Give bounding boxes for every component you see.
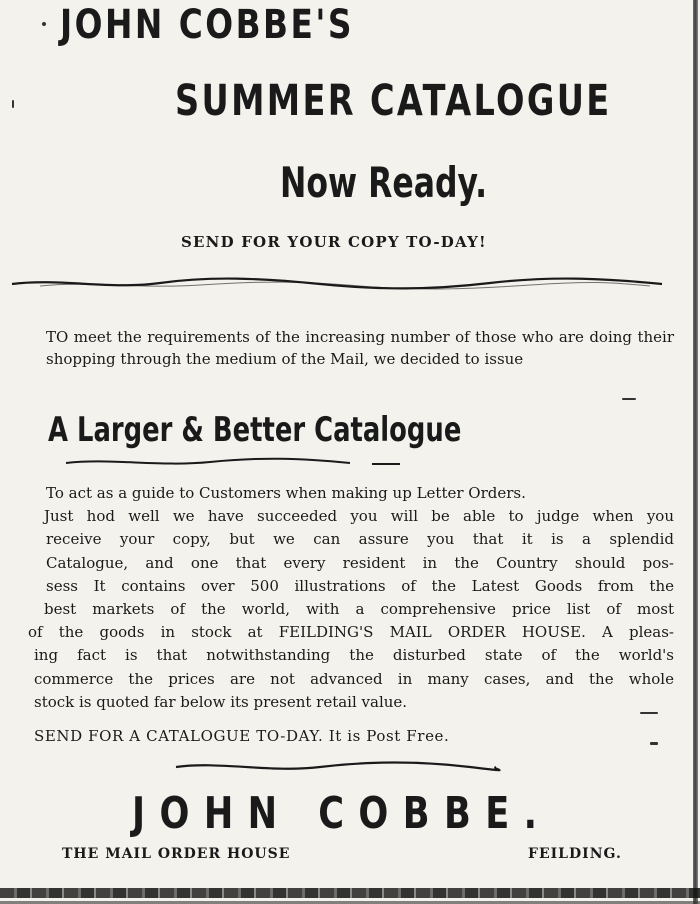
body-line: sess It contains over 500 illustrations of the Latest Goods from the bbox=[46, 576, 674, 595]
body-line: Catalogue, and one that every resident in the Country should pos- bbox=[46, 553, 674, 572]
wavy-divider-bottom bbox=[0, 756, 700, 778]
body-line: Just hod well we have succeeded you will be able to judge when you bbox=[44, 507, 674, 526]
headline-now-ready: Now Ready. bbox=[280, 158, 488, 207]
signature-name: JOHN COBBE. bbox=[132, 788, 552, 839]
intro-paragraph: TO meet the requirements of the increasing number of those who are doing their shopping through the medium of the Mail, we decided to issue bbox=[46, 328, 674, 368]
body-line: To act as a guide to Customers when making up Letter Orders. bbox=[46, 484, 526, 502]
signature-house: THE MAIL ORDER HOUSE bbox=[62, 846, 291, 862]
body-line: stock is quoted far below its present retail value. bbox=[34, 692, 408, 711]
call-to-action: SEND FOR A CATALOGUE TO-DAY. It is Post Free. bbox=[34, 727, 450, 745]
body-line: best markets of the world, with a comprehensive price list of most bbox=[44, 600, 674, 619]
ink-speck bbox=[42, 22, 46, 26]
ink-speck bbox=[622, 398, 636, 400]
body-paragraph bbox=[28, 482, 674, 714]
ink-speck bbox=[650, 742, 658, 745]
catalogue-heading: A Larger & Better Catalogue bbox=[48, 410, 462, 450]
headline-john-cobbes: JOHN COBBE'S bbox=[60, 2, 354, 48]
headline-summer-catalogue: SUMMER CATALOGUE bbox=[175, 76, 612, 126]
bottom-border-rule bbox=[0, 888, 700, 898]
wavy-divider-top bbox=[0, 270, 700, 296]
signature-town: FEILDING. bbox=[528, 846, 622, 862]
body-line: ing fact is that notwithstanding the disturbed state of the world's bbox=[34, 646, 674, 665]
wavy-divider-middle bbox=[0, 452, 700, 472]
subheading-send-for-copy: SEND FOR YOUR COPY TO-DAY! bbox=[181, 233, 487, 251]
body-line: of the goods in stock at FEILDING'S MAIL ORDER HOUSE. A pleas- bbox=[28, 623, 674, 642]
ink-speck bbox=[12, 100, 14, 108]
body-line: receive your copy, but we can assure you that it is a splendid bbox=[46, 530, 674, 549]
ink-speck bbox=[640, 712, 658, 714]
body-line: commerce the prices are not advanced in many cases, and the whole bbox=[34, 669, 674, 688]
